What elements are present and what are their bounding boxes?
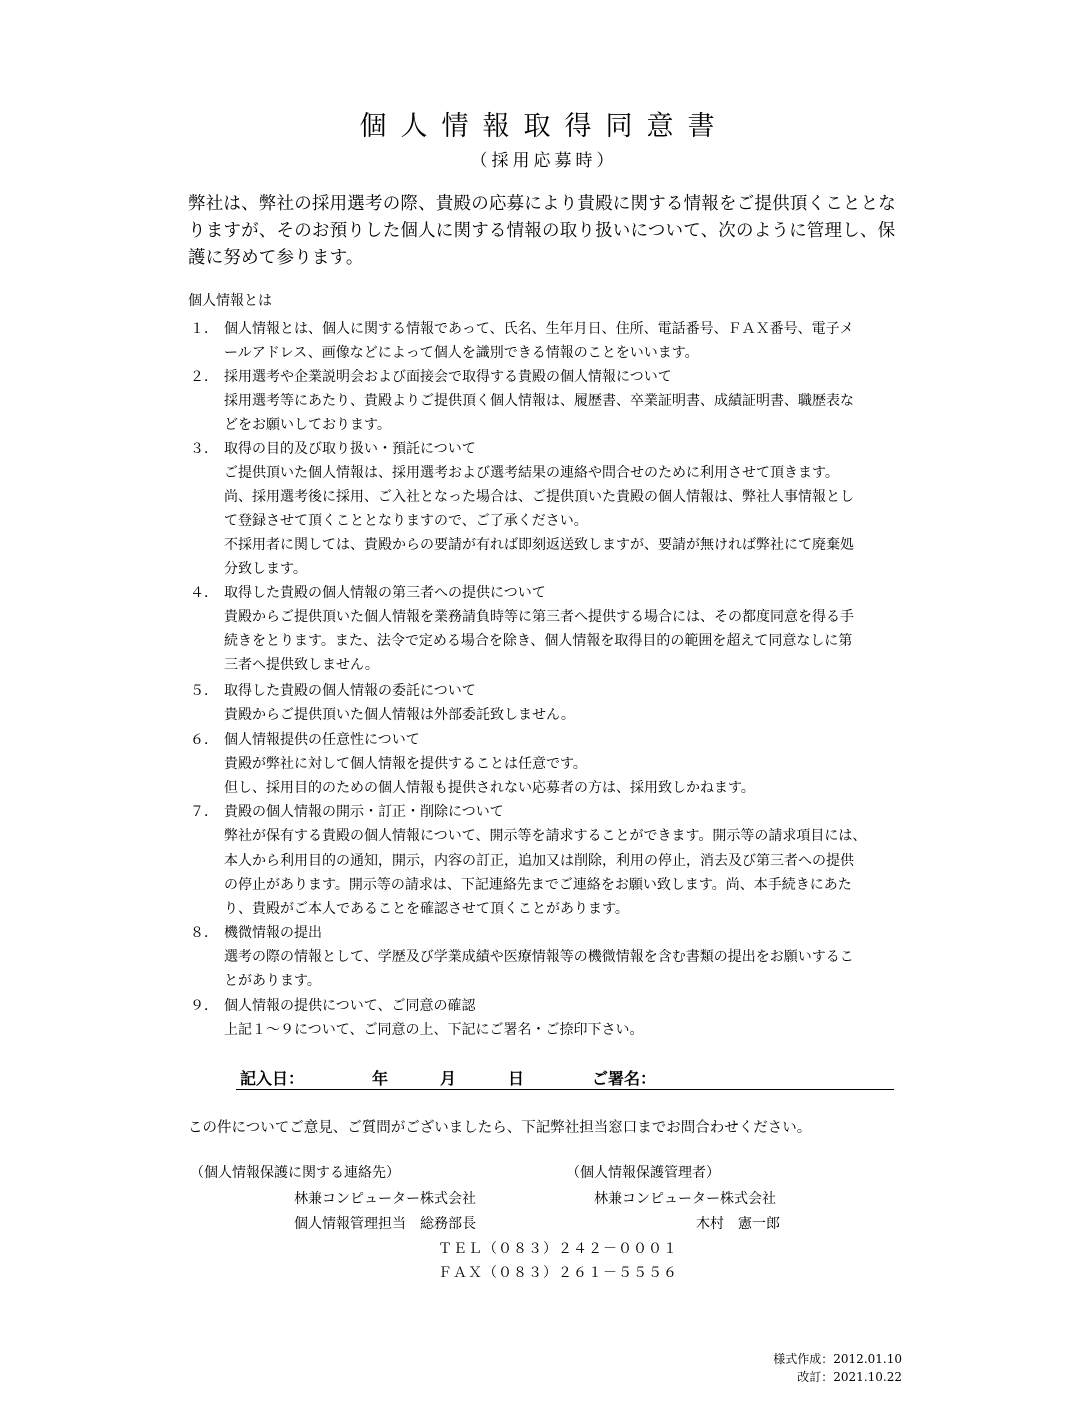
- month-label: 月: [440, 1069, 457, 1088]
- tel-number: ＴＥＬ（０８３）２４２－０００１: [438, 1241, 678, 1257]
- contact-right-person: 木村 憲一郎: [696, 1216, 780, 1232]
- contact-left-company: 林兼コンピューター株式会社: [294, 1191, 476, 1207]
- section-line: の停止があります。開示等の請求は、下記連絡先までご連絡をお願い致します。尚、本手続きにあた: [224, 877, 852, 893]
- section-line: 取得した貴殿の個人情報の第三者への提供について: [224, 585, 546, 601]
- section-line: 個人情報の提供について、ご同意の確認: [224, 998, 476, 1014]
- inquiry-text: この件についてご意見、ご質問がございましたら、下記弊社担当窓口までお問合わせください。: [188, 1120, 812, 1136]
- page-subtitle: （採用応募時）: [470, 151, 618, 171]
- year-label: 年: [372, 1069, 389, 1088]
- signature-underline: [236, 1089, 894, 1090]
- section-line: 本人から利用目的の通知，開示，内容の訂正，追加又は削除，利用の停止，消去及び第三者への提供: [224, 853, 854, 869]
- section-line: 選考の際の情報として、学歴及び学業成績や医療情報等の機微情報を含む書類の提出をお願いするこ: [224, 949, 854, 965]
- section-line: 貴殿からご提供頂いた個人情報を業務請負時等に第三者へ提供する場合には、その都度同意を得る手: [224, 609, 854, 625]
- page-title: 個人情報取得同意書: [359, 111, 729, 142]
- section-line: 三者へ提供致しません。: [224, 657, 379, 673]
- section-number: ５．: [190, 683, 218, 699]
- section-line: 採用選考や企業説明会および面接会で取得する貴殿の個人情報について: [224, 369, 672, 385]
- intro-line: 弊社は、弊社の採用選考の際、貴殿の応募により貴殿に関する情報をご提供頂くこととな: [188, 194, 896, 214]
- section-line: 上記１～９について、ご同意の上、下記にご署名・ご捺印下さい。: [224, 1022, 644, 1038]
- form-revised-date: 改訂：2021.10.22: [797, 1370, 902, 1384]
- intro-line: 護に努めて参ります。: [188, 248, 364, 268]
- section-line: り、貴殿がご本人であることを確認させて頂くことがあります。: [224, 901, 629, 917]
- section-line: 弊社が保有する貴殿の個人情報について、開示等を請求することができます。開示等の請求項目には、: [224, 828, 867, 844]
- section-line: 個人情報提供の任意性について: [224, 732, 420, 748]
- section-line: 貴殿からご提供頂いた個人情報は外部委託致しません。: [224, 707, 575, 723]
- form-created-date: 様式作成：2012.01.10: [773, 1352, 902, 1366]
- section-line: 貴殿が弊社に対して個人情報を提供することは任意です。: [224, 756, 587, 772]
- section-line: 貴殿の個人情報の開示・訂正・削除について: [224, 804, 504, 820]
- fax-number: ＦＡＸ（０８３）２６１－５５５６: [438, 1265, 678, 1281]
- section-line: 取得の目的及び取り扱い・預託について: [224, 441, 476, 457]
- section-number: ８．: [190, 925, 218, 941]
- intro-line: りますが、そのお預りした個人に関する情報の取り扱いについて、次のように管理し、保: [188, 221, 896, 241]
- contact-right-header: （個人情報保護管理者）: [566, 1165, 720, 1181]
- section-number: ７．: [190, 804, 218, 820]
- contact-left-dept: 個人情報管理担当 総務部長: [294, 1216, 476, 1232]
- section-line: て登録させて頂くこととなりますので、ご了承ください。: [224, 513, 588, 529]
- section-line: ールアドレス、画像などによって個人を識別できる情報のことをいいます。: [224, 345, 699, 361]
- section-line: 分致します。: [224, 561, 307, 577]
- section-line: 但し、採用目的のための個人情報も提供されない応募者の方は、採用致しかねます。: [224, 780, 755, 796]
- section-line: 取得した貴殿の個人情報の委託について: [224, 683, 476, 699]
- section-line: どをお願いしております。: [224, 417, 391, 433]
- section-number: ２．: [190, 369, 218, 385]
- section-number: ６．: [190, 732, 218, 748]
- date-label: 記入日：: [240, 1069, 305, 1088]
- contact-left-header: （個人情報保護に関する連絡先）: [190, 1165, 400, 1181]
- section-line: とがあります。: [224, 973, 321, 989]
- section-heading: 個人情報とは: [188, 293, 272, 309]
- section-number: １．: [190, 321, 218, 337]
- section-number: ４．: [190, 585, 218, 601]
- section-line: 採用選考等にあたり、貴殿よりご提供頂く個人情報は、履歴書、卒業証明書、成績証明書、職歴表な: [224, 393, 854, 409]
- section-line: 機微情報の提出: [224, 925, 322, 941]
- day-label: 日: [508, 1069, 525, 1088]
- contact-right-company: 林兼コンピューター株式会社: [594, 1191, 776, 1207]
- signature-label: ご署名：: [592, 1069, 657, 1088]
- section-line: 続きをとります。また、法令で定める場合を除き、個人情報を取得目的の範囲を超えて同意なしに第: [224, 633, 853, 649]
- section-number: ３．: [190, 441, 218, 457]
- section-line: 不採用者に関しては、貴殿からの要請が有れば即刻返送致しますが、要請が無ければ弊社にて廃棄処: [224, 537, 854, 553]
- section-line: ご提供頂いた個人情報は、採用選考および選考結果の連絡や問合せのために利用させて頂きます。: [224, 465, 839, 481]
- section-line: 個人情報とは、個人に関する情報であって、氏名、生年月日、住所、電話番号、ＦＡＸ番号、電子メ: [224, 321, 854, 337]
- section-line: 尚、採用選考後に採用、ご入社となった場合は、ご提供頂いた貴殿の個人情報は、弊社人事情報とし: [224, 489, 854, 505]
- section-number: ９．: [190, 998, 218, 1014]
